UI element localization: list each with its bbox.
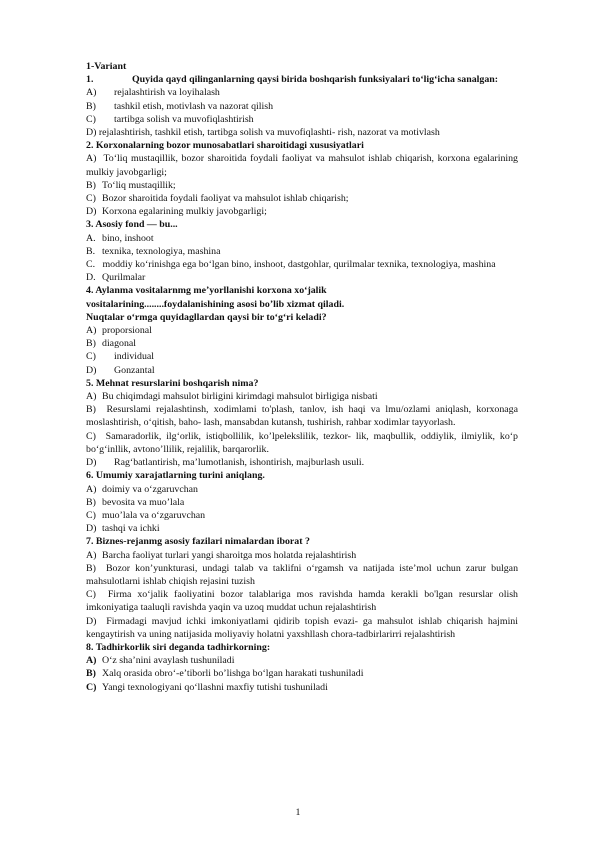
option-label: C) (86, 589, 96, 601)
question-3-option-b (86, 245, 518, 258)
question-4-option-c (86, 350, 518, 363)
question-7-option-c (86, 588, 518, 614)
option-label: B) (86, 179, 96, 191)
option-text: Qurilmalar (102, 272, 146, 284)
question-3-option-c (86, 258, 518, 271)
option-text (86, 403, 518, 429)
question-1-option-c (86, 113, 518, 126)
option-label: A) (86, 549, 97, 561)
question-1-text: Quyida qayd qilinganlarning qaysi birida boshqarish funksiyalari to‘lig‘icha sanalgan: (132, 74, 499, 86)
option-label: A) (86, 391, 97, 403)
option-label: C) (86, 113, 96, 125)
option-text: Gonzantal (114, 364, 155, 376)
option-text: To‘liq mustaqillik; (102, 179, 176, 191)
question-4-option-b (86, 337, 518, 350)
question-2-option-c (86, 192, 518, 205)
option-label: A) (86, 153, 97, 165)
question-5-text: 5. Mehnat resurslarini boshqarish nima? (86, 377, 259, 389)
option-label: A) (86, 87, 97, 99)
question-1-number: 1. (86, 74, 94, 86)
option-body: To‘liq mustaqillik, bozor sharoitida foydali faoliyat va mahsulot ishlab chiqarish, korxona egalarining mulkiy javobgarligi; (86, 153, 518, 178)
option-label: B) (86, 562, 96, 574)
option-label: A. (86, 232, 96, 244)
option-label: D) (86, 206, 97, 218)
question-1-option-b (86, 100, 518, 113)
option-text: Bu chiqimdagi mahsulot birligini kirimdagi mahsulot birligiga nisbati (102, 391, 378, 403)
question-8-text: 8. Tadhirkorlik siri deganda tadhirkorning: (86, 641, 271, 653)
question-4-option-d (86, 364, 518, 377)
option-text (86, 258, 518, 271)
option-label: D) (86, 457, 97, 469)
option-label: B) (86, 404, 96, 416)
variant-title: 1-Variant (86, 61, 127, 72)
page-number: 1 (295, 807, 301, 818)
option-body: moddiy ko‘rinishga ega bo‘lgan bino, inshoot, dastgohlar, qurilmalar texnika, texnologiya, mashina (102, 259, 496, 271)
option-label: D. (86, 272, 96, 284)
question-7-option-d (86, 615, 518, 641)
option-label: C) (86, 681, 97, 693)
option-body: Firmadagi mavjud ichki imkoniyatlami qidirib topish evazi- ga mahsulot ishlab chiqarish hajmini kengaytirish va uning natijasida moliyaviy holatni yaxshllash chora-tadbirlarirri rejalashtirish (86, 615, 518, 640)
question-2-option-b (86, 179, 518, 192)
option-body: Resurslami rejalashtinsh, xodimlami to'plash, tanlov, ish haqi va lmu/ozlami aniqlash, korxonaga moslashtirish, o‘qitish, baho- lash, mansabdan kutansh, tushirish, rahbar xodimlar tayyorlash. (86, 404, 519, 429)
question-3-option-a (86, 232, 518, 245)
question-6-option-b (86, 496, 518, 509)
option-label: B) (86, 100, 96, 112)
question-6-option-a (86, 483, 518, 496)
option-label: C) (86, 509, 96, 521)
option-text: tartibga solish va muvofiqlashtirish (114, 113, 254, 125)
question-3-text: 3. Asosiy fond — bu... (86, 219, 178, 231)
option-label: B) (86, 338, 96, 350)
question-2-option-a (86, 152, 518, 178)
option-text: Xalq orasida obro‘-e’tiborli bo’lishga bo‘lgan harakati tushuniladi (102, 668, 364, 680)
option-body: Samaradorlik, ilg‘orlik, istiqbollilik, ko’lpelekslilik, tezkor- lik, maqbullik, oddiylik, ilmiylik, ko‘p bo‘g‘inllik, avtono’llilik, rejalilik, barqarorlik. (86, 430, 518, 455)
question-1-option-d: D) rejalashtirish, tashkil etish, tartibga solish va muvofiqlashti- rish, nazorat va motivlash (86, 127, 440, 139)
option-text: Yangi texnologiyani qo‘llashni maxfiy tutishi tushuniladi (102, 681, 328, 693)
option-text (86, 152, 518, 178)
option-label: B) (86, 668, 96, 680)
test-content (86, 60, 518, 694)
question-5-option-c (86, 430, 518, 456)
question-5-option-b (86, 403, 518, 429)
question-2-option-d (86, 205, 518, 218)
question-7-option-b (86, 562, 518, 588)
question-4-text-line-2: vositalarining........foydalanishining asosi bo’lib xizmat qiladi. (86, 298, 345, 310)
option-label: D) (86, 615, 97, 627)
option-label: D) (86, 364, 97, 376)
option-text: individual (114, 351, 155, 363)
question-1-option-a (86, 86, 518, 99)
question-6-option-d (86, 522, 518, 535)
option-label: C) (86, 430, 96, 442)
question-2-text: 2. Korxonalarning bozor munosabatlari sharoitidagi xususiyatlari (86, 140, 364, 152)
option-label: B. (86, 245, 96, 257)
option-text: texnika, texnologiya, mashina (102, 245, 221, 257)
question-7-option-a (86, 549, 518, 562)
option-text: muo’lala va o‘zgaruvchan (102, 509, 206, 521)
option-text: diagonal (102, 338, 137, 350)
option-label: B) (86, 496, 96, 508)
question-5-option-d (86, 456, 518, 469)
option-text (86, 430, 518, 456)
option-label: A) (86, 655, 97, 667)
question-3-option-d (86, 271, 518, 284)
option-text: O‘z sha’nini avaylash tushuniladi (102, 655, 235, 667)
question-6-option-c (86, 509, 518, 522)
question-7-text: 7. Biznes-rejanmg asosiy fazilari nimalardan iborat ? (86, 536, 310, 548)
option-label: A) (86, 483, 97, 495)
question-8-option-a (86, 654, 518, 667)
option-text: doimiy va o‘zgaruvchan (102, 483, 198, 495)
question-4-text-line-3: Nuqtalar o‘rmga quyidagllardan qaysi bir to‘g‘ri keladi? (86, 311, 327, 323)
option-text: Korxona egalarining mulkiy javobgarligi; (102, 206, 267, 218)
question-8-option-c (86, 681, 518, 694)
question-4-text-line-1: 4. Aylanma vositalarnmg me’yorllanishi korxona xo‘jalik (86, 285, 327, 297)
question-4-option-a (86, 324, 518, 337)
option-text: proporsional (102, 325, 152, 337)
option-text: tashqi va ichki (102, 523, 160, 535)
option-text: tashkil etish, motivlash va nazorat qilish (114, 100, 274, 112)
option-text (86, 562, 518, 588)
option-label: D) (86, 523, 97, 535)
option-label: C) (86, 351, 96, 363)
option-text: Bozor sharoitida foydali faoliyat va mahsulot ishlab chiqarish; (102, 193, 349, 205)
option-label: C) (86, 193, 96, 205)
option-body: Firma xo‘jalik faoliyatini bozor talablariga mos ravishda hamda kerakli bo'lgan resurslar olish imkoniyatiga taaluqli ravishda yaqin va uzoq muddat uchun rejalashtirish (86, 589, 518, 614)
option-label: C. (86, 259, 96, 271)
option-text: Barcha faoliyat turlari yangi sharoitga mos holatda rejalashtirish (102, 549, 357, 561)
option-label: A) (86, 325, 97, 337)
option-text (86, 615, 518, 641)
question-6-text: 6. Umumiy xarajatlarning turini aniqlang. (86, 470, 265, 482)
option-text: bino, inshoot (102, 232, 154, 244)
question-5-option-a (86, 390, 518, 403)
option-text: Rag‘batlantirish, ma’lumotlanish, ishontirish, majburlash usuli. (114, 457, 365, 469)
option-text: rejalashtirish va loyihalash (114, 87, 220, 99)
option-body: Bozor kon’yunkturasi, undagi talab va taklifni o‘rgamsh va natijada iste’mol uchun zarur bulgan mahsulotlarni ishlab chiqish rejasini tuzish (86, 562, 519, 587)
option-text: bevosita va muo’lala (102, 496, 185, 508)
question-8-option-b (86, 667, 518, 680)
question-1-heading (86, 73, 518, 86)
option-text (86, 588, 518, 614)
